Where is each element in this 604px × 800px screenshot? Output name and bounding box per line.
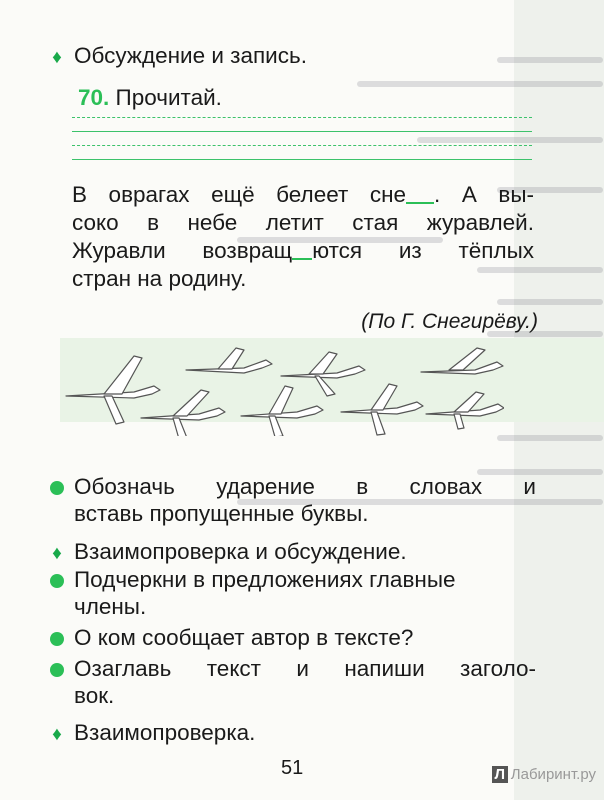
task-item: О ком сообщает автор в тексте?	[48, 624, 534, 651]
crane-icon	[426, 392, 504, 429]
task-item: ♦ Взаимопроверка и обсуждение.	[48, 538, 534, 567]
watermark: Л Лабиринт.ру	[492, 766, 596, 783]
crane-icon	[66, 356, 160, 424]
text-line: В оврагах ещё белеет сне . А вы-	[72, 182, 534, 207]
guide-line	[72, 117, 532, 118]
bullet-dot-icon	[50, 663, 64, 677]
task-item: Озаглавь текст и напиши заголо- вок.	[48, 655, 536, 709]
bullet-dot-icon	[50, 632, 64, 646]
exercise-title	[78, 85, 222, 111]
guide-line	[72, 145, 532, 146]
reading-text	[72, 181, 534, 293]
text-line: стран на родину.	[72, 266, 247, 291]
section-heading	[48, 43, 307, 71]
diamond-icon: ♦	[52, 47, 62, 68]
task-item: Обозначь ударение в словах и вставь пропущенные буквы.	[48, 473, 536, 527]
guide-line	[72, 159, 532, 160]
exercise-number: 70.	[78, 85, 110, 110]
text-line: соко в небе летит стая журавлей.	[72, 210, 534, 235]
crane-icon	[241, 386, 323, 436]
exercise-instruction: Прочитай.	[115, 85, 222, 110]
diamond-icon: ♦	[52, 724, 62, 745]
text-line: Журавли возвращ ются из тёплых	[72, 238, 534, 263]
crane-icon	[141, 390, 225, 436]
missing-letter-blank[interactable]	[292, 240, 312, 260]
task-item: ♦ Взаимопроверка.	[48, 719, 534, 748]
task-item: Подчеркни в предложениях главные члены.	[48, 566, 536, 620]
missing-letter-blank[interactable]	[406, 184, 434, 204]
diamond-icon: ♦	[52, 543, 62, 564]
crane-icon	[421, 348, 503, 374]
bullet-dot-icon	[50, 574, 64, 588]
crane-icon	[341, 384, 423, 435]
flying-cranes-illustration	[64, 346, 504, 436]
crane-icon	[281, 352, 365, 396]
crane-icon	[186, 348, 272, 373]
page-number: 51	[281, 757, 304, 779]
watermark-logo-icon: Л	[492, 766, 508, 783]
bullet-dot-icon	[50, 481, 64, 495]
author-attribution: (По Г. Снегирёву.)	[361, 310, 538, 333]
heading-text: Обсуждение и запись.	[74, 43, 307, 68]
guide-line	[72, 131, 532, 132]
